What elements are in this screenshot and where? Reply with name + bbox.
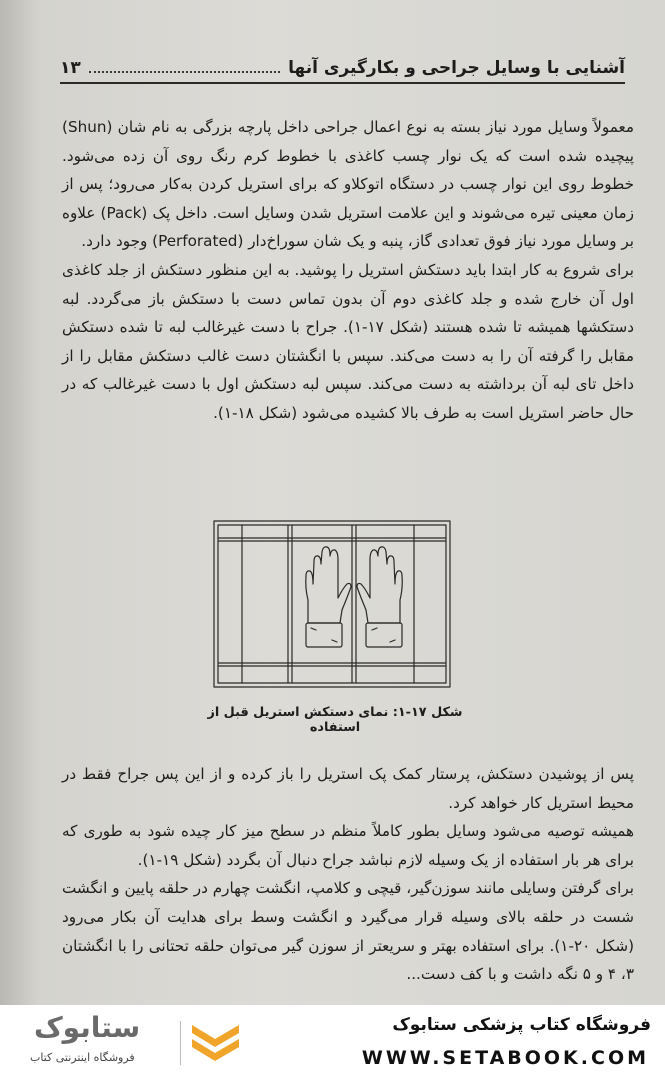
logo-tagline: فروشگاه اینترنتی کتاب — [30, 1051, 135, 1064]
store-name: فروشگاه کتاب پزشکی ستابوک — [392, 1015, 651, 1035]
figure-caption: شکل ۱۷-۱: نمای دستکش استریل قبل از استفاده — [207, 705, 463, 735]
left-glove — [306, 547, 351, 623]
paragraph: برای شروع به کار ابتدا باید دستکش استریل را پوشید. به این منظور دستکش از جلد کاغذی اول آن خارج شده و جلد کاغذی دوم آن بدون تماس دست با دستکش باز می‌گردد. لبه دستکشها همیشه تا شده هستند (شکل ۱۷-۱). جراح با دست غیرغالب لبه تا شده دستکش مقابل را گرفته آن را به دست می‌کند. سپس با انگشتان دست غالب دستکش مقابل را از داخل تای لبه آن برداشته به دست می‌کند. سپس لبه دستکش اول با دست غیرغالب که در حال حاضر استریل است به طرف بالا کشیده می‌شود (شکل ۱۸-۱). — [62, 260, 634, 422]
header-dot-leader — [89, 71, 280, 73]
setabook-logo-icon — [188, 1019, 243, 1065]
sterile-gloves-figure — [212, 518, 452, 690]
paragraph: پس از پوشیدن دستکش، پرستار کمک پک استریل را باز کرده و از این پس جراح فقط در محیط استریل کار خواهد کرد. — [62, 765, 634, 812]
paragraph: برای گرفتن وسایلی مانند سوزن‌گیر، قیچی و کلامپ، انگشت چهارم در حلقه پایین و انگشت شست در حلقه بالای وسیله قرار می‌گیرد و انگشت وسط برای هدایت آن بکار می‌رود (شکل ۲۰-۱). برای استفاده بهتر و سریعتر از سوزن گیر می‌توان حلقه تحتانی را با انگشتان ۳، ۴ و ۵ نگه داشت و با کف دست... — [62, 879, 635, 984]
right-glove — [357, 547, 402, 623]
page-number: ۱۳ — [60, 58, 81, 78]
glove-wrapper-outline — [214, 521, 450, 687]
store-url[interactable]: WWW.SETABOOK.COM — [361, 1047, 649, 1069]
paragraph: همیشه توصیه می‌شود وسایل بطور کاملاً منظم در سطح میز کار چیده شود به طوری که برای هر بار استفاده از یک وسیله لازم نباشد جراح دنبال آن بگردد (شکل ۱۹-۱). — [62, 822, 634, 869]
running-header — [60, 42, 625, 84]
logo-divider — [180, 1021, 181, 1065]
store-banner — [0, 1005, 665, 1080]
chapter-title: آشنایی با وسایل جراحی و بکارگیری آنها — [288, 58, 625, 78]
paragraph: معمولاً وسایل مورد نیاز بسته به نوع اعمال جراحی داخل پارچه بزرگی به نام شان (Shun) پیچیده شده است که یک نوار چسب کاغذی با خطوط کرم رنگ روی آن زده می‌شود. خطوط روی این نوار چسب در دستگاه اتوکلاو که برای استریل کردن به‌کار می‌رود؛ پس از زمان معینی تیره می‌شوند و این علامت استریل شدن وسایل است. داخل پک (Pack) علاوه بر وسایل مورد نیاز فوق تعدادی گاز، پنبه و یک شان سوراخ‌دار (Perforated) وجود دارد. — [62, 118, 634, 251]
body-text-top — [62, 113, 634, 428]
logo-wordmark: ستابوک — [34, 1011, 141, 1044]
body-text-bottom — [62, 760, 634, 989]
